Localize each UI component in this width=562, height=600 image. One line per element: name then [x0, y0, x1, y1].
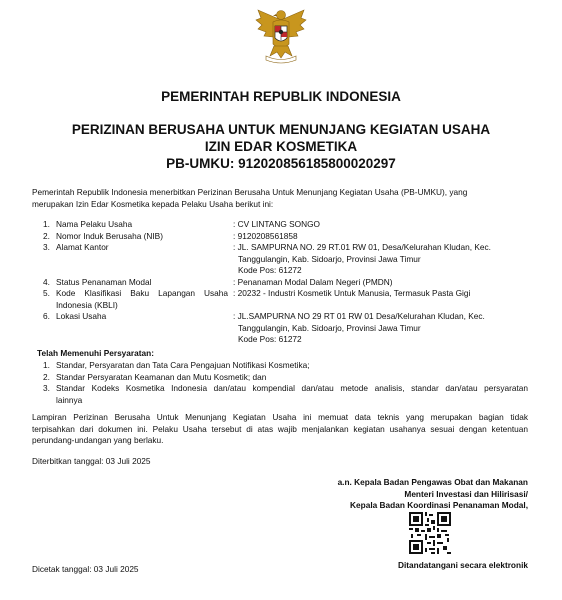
intro-line: merupakan Izin Edar Kosmetika kepada Pelaku Usaha berikut ini: — [32, 198, 274, 209]
detail-number: 3. — [43, 242, 50, 252]
garuda-emblem — [252, 6, 310, 64]
requirement-text: Standar Kodeks Kosmetika Indonesia dan/atau kompendial dan/atau metode analisis, standar dan/atau persyaratan — [56, 383, 528, 393]
requirement-text: Standar, Persyaratan dan Tata Cara Pengajuan Notifikasi Kosmetika; — [56, 360, 310, 370]
government-title: PEMERINTAH REPUBLIK INDONESIA — [161, 89, 401, 104]
closing-line: Lampiran Perizinan Berusaha Untuk Menunjang Kegiatan Usaha ini memuat data teknis yang merupakan bagian tidak — [32, 412, 528, 422]
requirement-number: 2. — [43, 371, 50, 382]
closing-line: terpisahkan dari dokumen ini. Pelaku Usaha tersebut di atas wajib menjalankan kegiatan usahanya sesuai dengan ketentuan — [32, 423, 528, 434]
requirement-text: Standar Persyaratan Keamanan dan Mutu Kosmetik; dan — [56, 371, 267, 382]
detail-value: : JL. SAMPURNA NO. 29 RT.01 RW 01, Desa/Kelurahan Kludan, Kec. — [233, 242, 491, 252]
requirement-number: 1. — [43, 360, 50, 370]
detail-value: : 20232 - Industri Kosmetik Untuk Manusia, Termasuk Pasta Gigi — [233, 288, 471, 298]
detail-number: 2. — [43, 230, 50, 241]
requirement-text: lainnya — [56, 394, 83, 405]
detail-label: Nomor Induk Berusaha (NIB) — [56, 230, 163, 241]
qr-code-icon — [409, 512, 451, 554]
detail-label: Nama Pelaku Usaha — [56, 219, 133, 229]
permit-number: PB-UMKU: 912020856185800020297 — [166, 156, 396, 171]
document-title-line2: IZIN EDAR KOSMETIKA — [204, 139, 358, 154]
document-title-line1: PERIZINAN BERUSAHA UNTUK MENUNJANG KEGIATAN USAHA — [71, 122, 491, 137]
detail-label: Lokasi Usaha — [56, 311, 107, 321]
detail-number: 1. — [43, 219, 50, 229]
detail-value: : Penanaman Modal Dalam Negeri (PMDN) — [233, 276, 393, 287]
intro-paragraph — [32, 187, 528, 210]
detail-value: Kode Pos: 61272 — [238, 334, 302, 344]
printed-date: Dicetak tanggal: 03 Juli 2025 — [32, 564, 139, 574]
e-signature-note: Ditandatangani secara elektronik — [397, 560, 528, 570]
signature-line: Kepala Badan Koordinasi Penanaman Modal, — [350, 500, 528, 510]
detail-value: : JL.SAMPURNA NO 29 RT 01 RW 01 Desa/Kelurahan Kludan, Kec. — [233, 311, 485, 321]
detail-label: Status Penanaman Modal — [56, 276, 152, 287]
detail-value: : 9120208561858 — [233, 230, 298, 241]
closing-paragraph — [32, 412, 528, 447]
intro-line: Pemerintah Republik Indonesia menerbitkan Perizinan Berusaha Untuk Menunjang Kegiatan Usaha (PB-UMKU), yang — [32, 187, 468, 197]
detail-label: Indonesia (KBLI) — [56, 299, 118, 310]
detail-number: 6. — [43, 311, 50, 321]
detail-value: : CV LINTANG SONGO — [233, 219, 320, 229]
detail-label: Alamat Kantor — [56, 242, 109, 252]
issued-date: Diterbitkan tanggal: 03 Juli 2025 — [32, 456, 151, 466]
signature-line: a.n. Kepala Badan Pengawas Obat dan Makanan — [337, 477, 528, 487]
closing-line: perundang-undangan yang berlaku. — [32, 435, 164, 445]
detail-number: 4. — [43, 276, 50, 287]
requirements-heading: Telah Memenuhi Persyaratan: — [37, 348, 154, 358]
business-details — [0, 219, 562, 344]
detail-value: Kode Pos: 61272 — [238, 265, 302, 275]
detail-label: Kode Klasifikasi Baku Lapangan Usaha — [56, 288, 228, 298]
detail-number: 5. — [43, 288, 50, 298]
detail-value: Tanggulangin, Kab. Sidoarjo, Provinsi Jawa Timur — [238, 253, 421, 264]
requirements-list — [0, 360, 562, 410]
signature-line: Menteri Investasi dan Hilirisasi/ — [404, 488, 528, 499]
requirement-number: 3. — [43, 383, 50, 393]
detail-value: Tanggulangin, Kab. Sidoarjo, Provinsi Jawa Timur — [238, 322, 421, 333]
